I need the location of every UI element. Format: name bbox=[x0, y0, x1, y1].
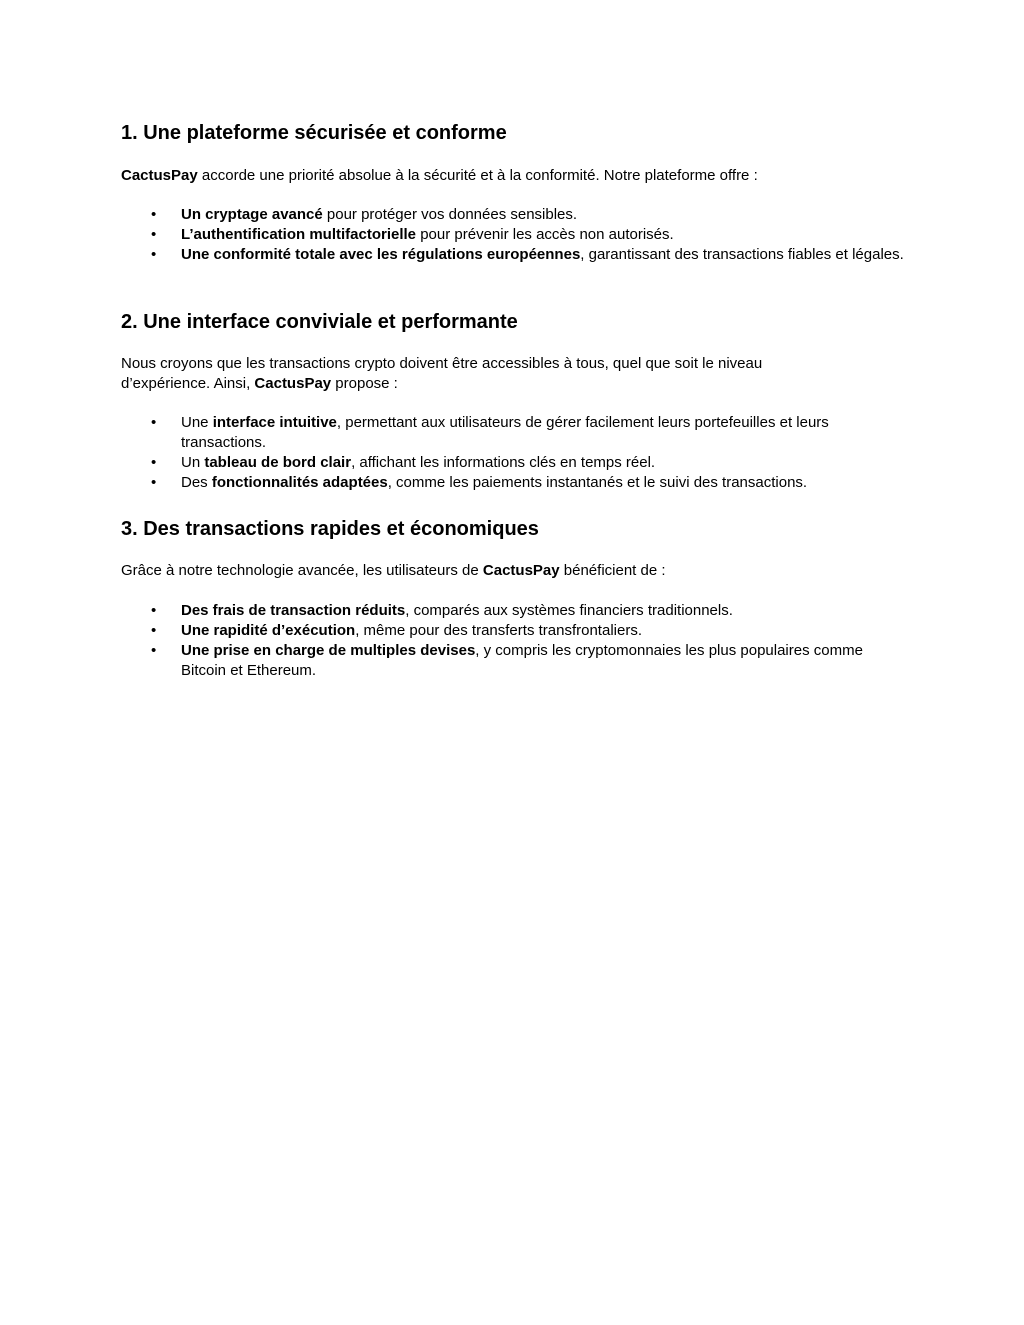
intro-text: accorde une priorité absolue à la sécurité et à la conformité. Notre plateforme offre : bbox=[197, 167, 758, 184]
section-3-list bbox=[121, 601, 911, 681]
bullet-icon: • bbox=[151, 642, 157, 659]
list-item: • Une prise en charge de multiples devises, y compris les cryptomonnaies les plus populaires comme Bitcoin et Ethereum. bbox=[151, 642, 863, 679]
bullet-icon: • bbox=[151, 414, 157, 431]
brand-name: CactusPay bbox=[254, 374, 332, 392]
section-2-heading: 2. Une interface conviviale et performante bbox=[121, 311, 518, 333]
bullet-icon: • bbox=[151, 474, 157, 491]
bullet-icon: • bbox=[151, 206, 157, 223]
bullet-icon: • bbox=[151, 622, 157, 639]
list-item: • L’authentification multifactorielle pour prévenir les accès non autorisés. bbox=[151, 226, 674, 243]
list-item: • Un tableau de bord clair, affichant les informations clés en temps réel. bbox=[151, 454, 656, 471]
section-2-list bbox=[121, 413, 911, 493]
list-item: • Une rapidité d’exécution, même pour des transferts transfrontaliers. bbox=[151, 622, 642, 639]
brand-name: CactusPay bbox=[482, 562, 560, 579]
section-2-intro: Nous croyons que les transactions crypto doivent être accessibles à tous, quel que soit le niveau d’expérience. Ainsi, CactusPay propose : bbox=[121, 355, 763, 392]
section-1-list bbox=[121, 205, 911, 265]
section-3-intro: Grâce à notre technologie avancée, les utilisateurs de CactusPay bénéficient de : bbox=[121, 562, 666, 579]
section-1-heading: 1. Une plateforme sécurisée et conforme bbox=[121, 122, 507, 144]
list-item: • Un cryptage avancé pour protéger vos données sensibles. bbox=[151, 206, 578, 223]
section-3-heading: 3. Des transactions rapides et économiques bbox=[121, 518, 539, 540]
list-item: • Une conformité totale avec les régulations européennes, garantissant des transactions fiables et légales. bbox=[151, 246, 904, 263]
list-item: • Des fonctionnalités adaptées, comme les paiements instantanés et le suivi des transactions. bbox=[151, 474, 808, 491]
bullet-icon: • bbox=[151, 454, 157, 471]
bullet-icon: • bbox=[151, 246, 157, 263]
section-1-intro bbox=[121, 166, 851, 186]
brand-name: CactusPay bbox=[121, 167, 198, 184]
list-item: • Une interface intuitive, permettant aux utilisateurs de gérer facilement leurs portefeuilles et leurs transactions. bbox=[151, 414, 829, 451]
bullet-icon: • bbox=[151, 602, 157, 619]
bullet-icon: • bbox=[151, 226, 157, 243]
list-item: • Des frais de transaction réduits, comparés aux systèmes financiers traditionnels. bbox=[151, 602, 733, 619]
